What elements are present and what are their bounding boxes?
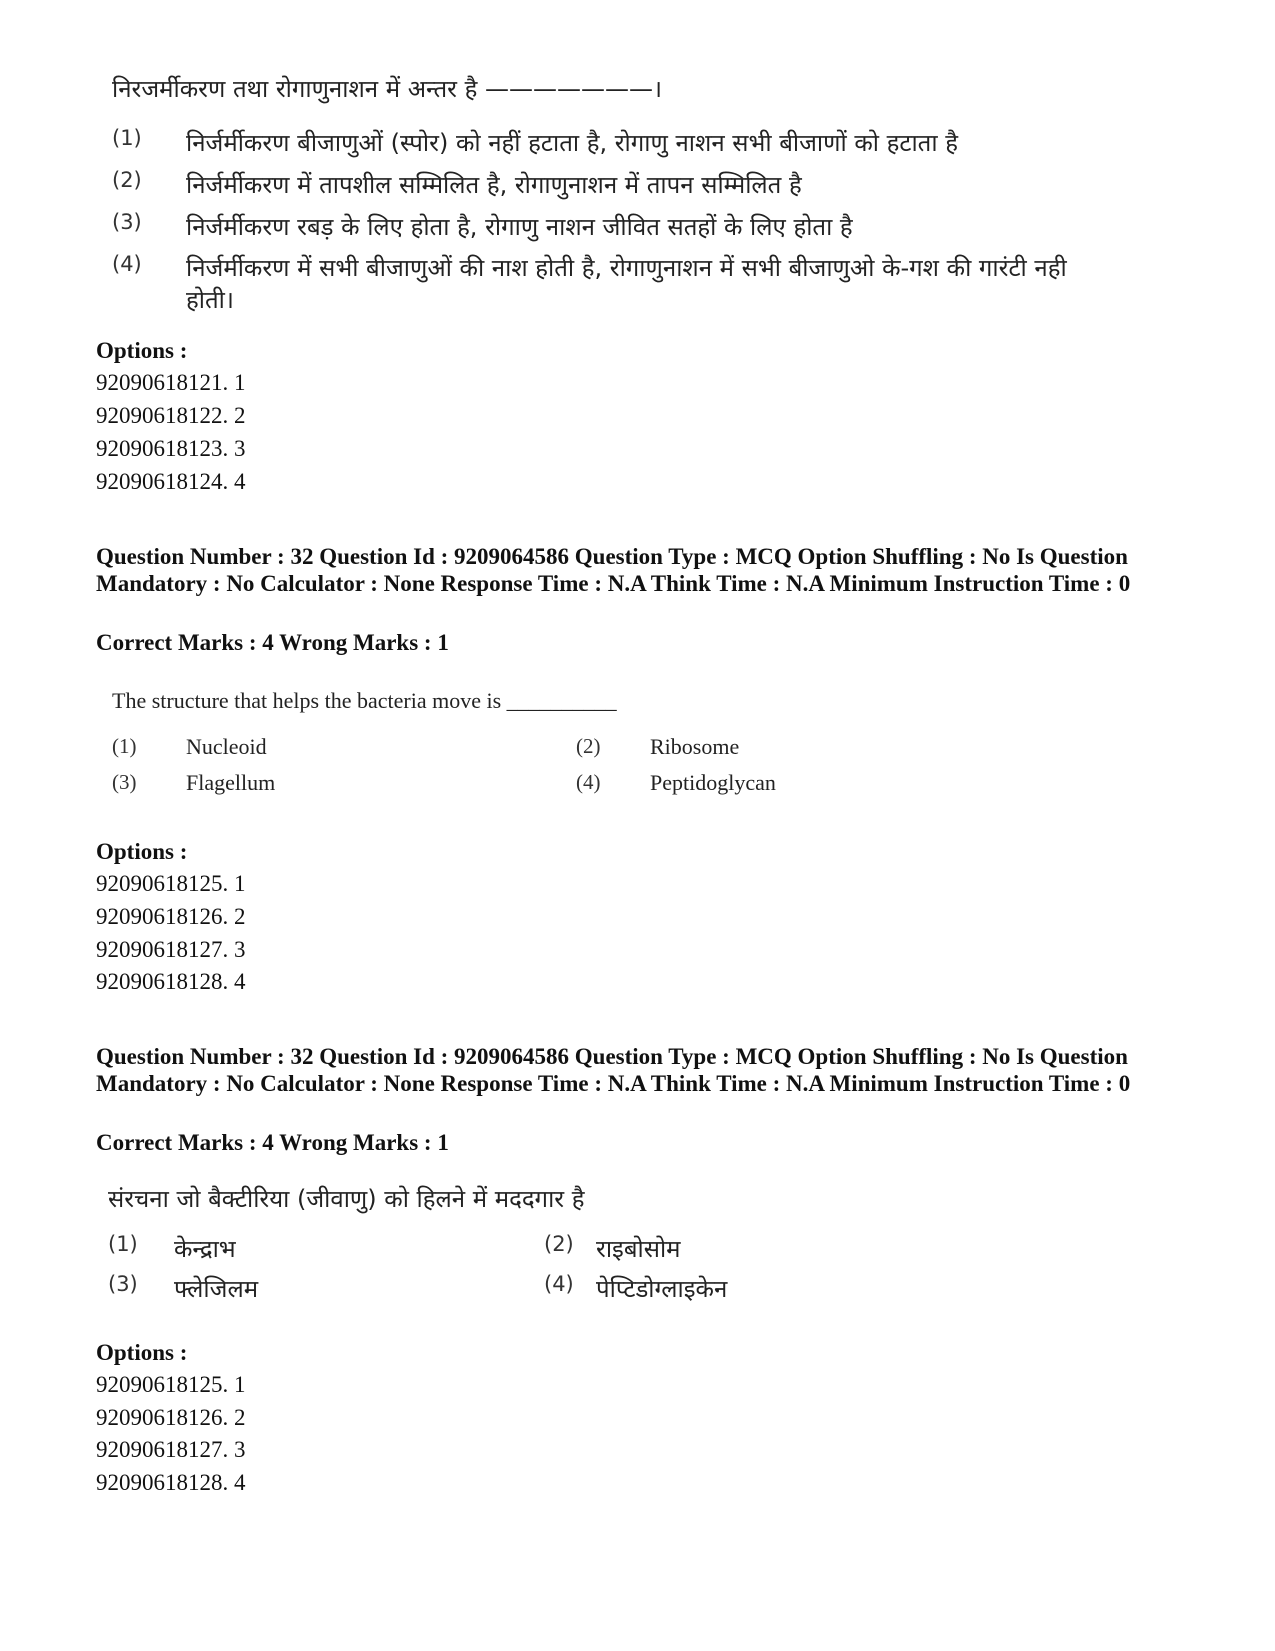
question-32-hindi [108, 1182, 584, 1215]
question-marks: Correct Marks : 4 Wrong Marks : 1 [96, 1130, 449, 1155]
option-id: 92090618123. 3 [96, 436, 246, 461]
option-text: राइबोसोम [596, 1235, 681, 1263]
option-2 [544, 1232, 681, 1265]
option-number: (2) [576, 734, 601, 758]
option-text: पेप्टिडोग्लाइकेन [596, 1275, 728, 1303]
option-row-1 [112, 126, 958, 159]
option-number: (3) [112, 210, 142, 234]
option-text: निर्जर्मीकरण रबड़ के लिए होता है, रोगाणु नाशन जीवित सतहों के लिए होता है [186, 213, 853, 241]
option-3 [108, 1272, 258, 1305]
question-meta: Question Number : 32 Question Id : 9209064586 Question Type : MCQ Option Shuffling : No Is Question Mandatory : No Calculator : None Response Time : N.A Think Time : N.A Minimum Instruction Time : 0 [96, 1044, 1131, 1096]
question-text: The structure that helps the bacteria move is __________ [112, 688, 617, 713]
option-row-3 [112, 210, 853, 243]
option-4 [576, 770, 776, 796]
options-label: Options : [96, 839, 188, 864]
options-label: Options : [96, 338, 188, 363]
option-row-2 [112, 168, 802, 201]
option-number: (1) [112, 126, 142, 150]
option-1 [112, 734, 267, 760]
option-number: (4) [576, 770, 601, 794]
option-number: (4) [544, 1272, 574, 1296]
option-id: 92090618127. 3 [96, 1437, 246, 1462]
option-text: Ribosome [650, 734, 740, 759]
option-text: निर्जर्मीकरण बीजाणुओं (स्पोर) को नहीं हटाता है, रोगाणु नाशन सभी बीजाणों को हटाता है [186, 129, 958, 157]
question-32-english [112, 688, 617, 714]
option-id: 92090618121. 1 [96, 370, 246, 395]
option-id: 92090618126. 2 [96, 904, 246, 929]
option-id: 92090618128. 4 [96, 1470, 246, 1495]
option-row-4 [112, 252, 1086, 316]
question-text: निरजर्मीकरण तथा रोगाणुनाशन में अन्तर है ———————। [112, 75, 663, 103]
option-text: निर्जर्मीकरण में तापशील सम्मिलित है, रोगाणुनाशन में तापन सम्मिलित है [186, 171, 802, 199]
option-id: 92090618127. 3 [96, 937, 246, 962]
question-31-hindi [112, 72, 662, 105]
option-id: 92090618128. 4 [96, 969, 246, 994]
option-number: (2) [544, 1232, 574, 1256]
option-number: (3) [108, 1272, 138, 1296]
question-31-options [112, 126, 1112, 326]
option-number: (1) [108, 1232, 138, 1256]
question-text: संरचना जो बैक्टीरिया (जीवाणु) को हिलने में मददगार है [108, 1185, 585, 1213]
option-text: फ्लेजिलम [174, 1275, 259, 1303]
question-marks: Correct Marks : 4 Wrong Marks : 1 [96, 630, 449, 655]
question-meta: Question Number : 32 Question Id : 9209064586 Question Type : MCQ Option Shuffling : No Is Question Mandatory : No Calculator : None Response Time : N.A Think Time : N.A Minimum Instruction Time : 0 [96, 544, 1131, 596]
option-1 [108, 1232, 236, 1265]
option-id: 92090618125. 1 [96, 871, 246, 896]
option-3 [112, 770, 275, 796]
option-number: (2) [112, 168, 142, 192]
option-number: (1) [112, 734, 137, 758]
option-id: 92090618124. 4 [96, 469, 246, 494]
option-4 [544, 1272, 727, 1305]
option-id: 92090618122. 2 [96, 403, 246, 428]
option-number: (4) [112, 252, 142, 276]
option-text: केन्द्राभ [174, 1235, 236, 1263]
option-id: 92090618125. 1 [96, 1372, 246, 1397]
option-number: (3) [112, 770, 137, 794]
option-id: 92090618126. 2 [96, 1405, 246, 1430]
option-2 [576, 734, 739, 760]
option-text: Flagellum [186, 770, 276, 795]
option-text: Peptidoglycan [650, 770, 776, 795]
option-text: निर्जर्मीकरण में सभी बीजाणुओं की नाश होती है, रोगाणुनाशन में सभी बीजाणुओ के-गश की गारंटी नही होती। [186, 254, 1067, 314]
options-label: Options : [96, 1340, 188, 1365]
option-text: Nucleoid [186, 734, 267, 759]
